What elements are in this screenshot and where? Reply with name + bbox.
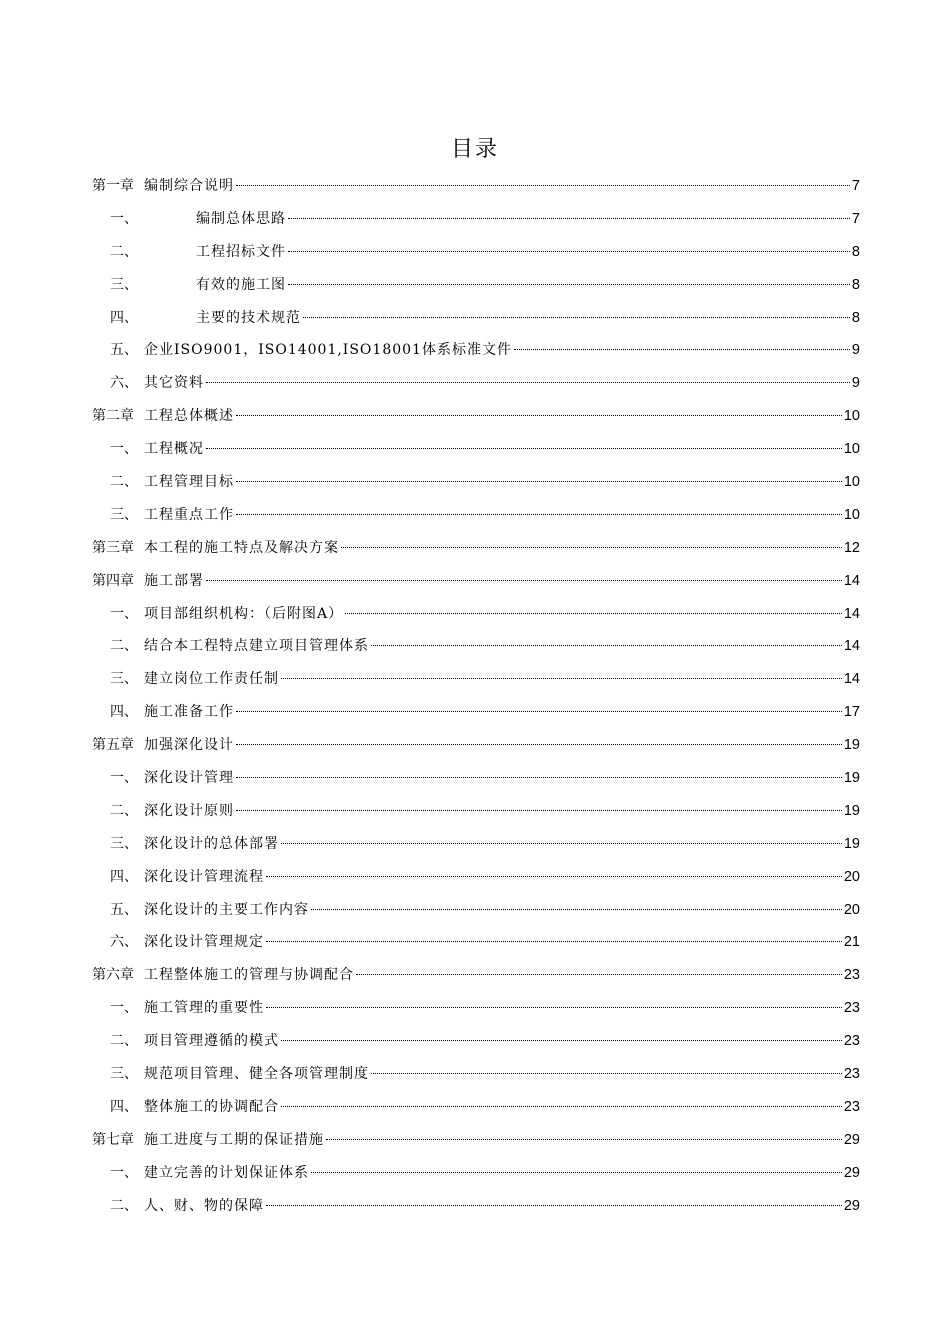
toc-entry-number: 二、 [110,638,138,655]
toc-dot-leader [266,1007,842,1008]
toc-entry-number: 六、 [110,934,138,951]
toc-dot-leader [326,1139,842,1140]
toc-entry-number: 一、 [110,441,138,458]
toc-entry-number: 五、 [110,901,138,918]
toc-entry-page-number: 19 [843,737,860,754]
toc-section-entry[interactable] [92,1058,860,1091]
toc-entry-page-number: 29 [843,1131,860,1148]
toc-entry-number: 四、 [110,868,138,885]
toc-entry-number: 二、 [110,802,138,819]
toc-entry-title: 施工进度与工期的保证措施 [144,1131,324,1148]
toc-entry-title: 深化设计的主要工作内容 [144,901,309,918]
toc-entry-page-number: 19 [843,770,860,787]
toc-entry-title: 人、财、物的保障 [144,1197,264,1214]
toc-entry-title: 深化设计管理规定 [144,934,264,951]
toc-entry-title: 编制综合说明 [144,178,234,194]
toc-entry-page-number: 8 [851,309,860,326]
toc-section-entry[interactable] [92,598,860,631]
toc-dot-leader [281,843,842,844]
toc-entry-title: 工程管理目标 [144,474,234,491]
toc-section-entry[interactable] [92,269,860,302]
toc-entry-number: 二、 [110,1033,138,1050]
toc-section-entry[interactable] [92,466,860,499]
toc-entry-number: 二、 [110,474,138,491]
toc-section-entry[interactable] [92,1091,860,1124]
toc-section-entry[interactable] [92,367,860,400]
toc-entry-number: 一、 [110,1000,138,1017]
toc-entry-page-number: 20 [843,901,860,918]
toc-dot-leader [371,1073,842,1074]
toc-entry-number: 四、 [110,704,138,721]
toc-entry-page-number: 23 [843,1066,860,1083]
toc-section-entry[interactable] [92,236,860,269]
toc-entry-number: 五、 [110,342,138,359]
toc-dot-leader [266,1205,842,1206]
toc-entry-title: 施工部署 [144,572,204,589]
toc-dot-leader [288,284,850,285]
toc-entry-page-number: 23 [843,1000,860,1017]
toc-dot-leader [288,251,850,252]
toc-entry-number: 四、 [110,1098,138,1115]
toc-dot-leader [266,876,842,877]
toc-dot-leader [236,711,842,712]
toc-chapter-entry[interactable] [92,959,860,992]
toc-section-entry[interactable] [92,302,860,335]
toc-entry-page-number: 7 [851,178,860,194]
toc-dot-leader [206,580,842,581]
toc-section-entry[interactable] [92,795,860,828]
toc-dot-leader [236,744,842,745]
toc-entry-page-number: 8 [851,276,860,293]
toc-entry-number: 第七章 [92,1131,134,1148]
toc-entry-page-number: 19 [843,802,860,819]
toc-entry-title: 深化设计管理流程 [144,868,264,885]
toc-entry-title: 项目管理遵循的模式 [144,1033,279,1050]
toc-chapter-entry[interactable] [92,400,860,433]
toc-entry-number: 第一章 [92,178,134,194]
toc-entry-title: 工程招标文件 [196,243,286,260]
page-title: 目录 [450,137,499,162]
toc-entry-page-number: 14 [843,671,860,688]
toc-entry-page-number: 29 [843,1164,860,1181]
toc-entry-number: 二、 [110,1197,138,1214]
toc-dot-leader [236,514,842,515]
toc-chapter-entry[interactable] [92,170,860,203]
toc-entry-number: 三、 [110,506,138,523]
toc-section-entry[interactable] [92,334,860,367]
toc-dot-leader [206,382,850,383]
toc-entry-number: 第五章 [92,737,134,754]
toc-entry-page-number: 23 [843,1098,860,1115]
toc-entry-title: 整体施工的协调配合 [144,1098,279,1115]
toc-entry-number: 三、 [110,1066,138,1083]
toc-entry-number: 三、 [110,671,138,688]
toc-dot-leader [236,481,842,482]
toc-dot-leader [345,613,842,614]
toc-entry-page-number: 21 [843,934,860,951]
toc-section-entry[interactable] [92,828,860,861]
toc-section-entry[interactable] [92,696,860,729]
toc-entry-page-number: 23 [843,967,860,984]
toc-dot-leader [281,1106,842,1107]
toc-entry-title: 其它资料 [144,375,204,392]
toc-entry-page-number: 23 [843,1033,860,1050]
toc-entry-number: 四、 [110,309,138,326]
toc-section-entry[interactable] [92,1157,860,1190]
toc-entry-title: 主要的技术规范 [196,309,301,326]
toc-entry-page-number: 9 [851,375,860,392]
toc-entry-title: 本工程的施工特点及解决方案 [144,539,339,556]
toc-section-entry[interactable] [92,630,860,663]
toc-dot-leader [311,909,842,910]
toc-entry-title: 建立完善的计划保证体系 [144,1164,309,1181]
toc-entry-page-number: 14 [843,638,860,655]
toc-dot-leader [206,448,842,449]
toc-section-entry[interactable] [92,203,860,236]
toc-dot-leader [303,317,850,318]
toc-section-entry[interactable] [92,894,860,927]
toc-dot-leader [514,349,850,350]
toc-entry-title: 施工管理的重要性 [144,1000,264,1017]
toc-entry-page-number: 10 [843,506,860,523]
toc-entry-title: 结合本工程特点建立项目管理体系 [144,638,369,655]
toc-dot-leader [266,941,842,942]
toc-entry-number: 一、 [110,1164,138,1181]
toc-entry-number: 第四章 [92,572,134,589]
toc-dot-leader [311,1172,842,1173]
toc-entry-title: 规范项目管理、健全各项管理制度 [144,1066,369,1083]
toc-entry-page-number: 8 [851,243,860,260]
toc-entry-page-number: 10 [843,441,860,458]
toc-entry-page-number: 9 [851,342,860,359]
toc-dot-leader [281,678,842,679]
toc-entry-page-number: 29 [843,1197,860,1214]
toc-chapter-entry[interactable] [92,532,860,565]
toc-entry-title: 加强深化设计 [144,737,234,754]
toc-entry-page-number: 10 [843,474,860,491]
toc-entry-number: 一、 [110,210,138,227]
toc-entry-number: 三、 [110,276,138,293]
toc-dot-leader [236,415,842,416]
toc-entry-page-number: 7 [851,210,860,227]
toc-entry-title: 深化设计原则 [144,802,234,819]
toc-section-entry[interactable] [92,861,860,894]
toc-entry-number: 一、 [110,770,138,787]
toc-entry-title: 深化设计管理 [144,770,234,787]
toc-entry-number: 二、 [110,243,138,260]
toc-entry-number: 第二章 [92,408,134,425]
toc-chapter-entry[interactable] [92,1124,860,1157]
toc-entry-title: 工程重点工作 [144,506,234,523]
toc-section-entry[interactable] [92,992,860,1025]
toc-dot-leader [371,645,842,646]
toc-entry-number: 第三章 [92,539,134,556]
toc-entry-title: 企业ISO9001，ISO14001,ISO18001体系标准文件 [144,342,512,359]
toc-section-entry[interactable] [92,762,860,795]
toc-entry-number: 第六章 [92,967,134,984]
toc-dot-leader [341,547,842,548]
toc-entry-title: 有效的施工图 [196,276,286,293]
toc-entry-page-number: 19 [843,835,860,852]
toc-dot-leader [356,974,842,975]
toc-section-entry[interactable] [92,433,860,466]
toc-section-entry[interactable] [92,1190,860,1223]
toc-entry-title: 建立岗位工作责任制 [144,671,279,688]
toc-entry-title: 工程整体施工的管理与协调配合 [144,967,354,984]
toc-entry-title: 施工准备工作 [144,704,234,721]
table-of-contents [92,170,860,1223]
toc-entry-title: 深化设计的总体部署 [144,835,279,852]
toc-entry-title: 工程总体概述 [144,408,234,425]
toc-dot-leader [236,185,850,186]
toc-entry-page-number: 20 [843,868,860,885]
toc-section-entry[interactable] [92,926,860,959]
toc-entry-number: 三、 [110,835,138,852]
toc-entry-number: 六、 [110,375,138,392]
toc-entry-page-number: 14 [843,605,860,622]
toc-entry-title: 编制总体思路 [196,210,286,227]
toc-entry-page-number: 14 [843,572,860,589]
toc-dot-leader [281,1040,842,1041]
toc-entry-page-number: 10 [843,408,860,425]
toc-entry-page-number: 12 [843,539,860,556]
toc-chapter-entry[interactable] [92,565,860,598]
toc-dot-leader [288,218,850,219]
toc-dot-leader [236,810,842,811]
toc-entry-title: 工程概况 [144,441,204,458]
toc-section-entry[interactable] [92,1025,860,1058]
toc-chapter-entry[interactable] [92,729,860,762]
toc-entry-page-number: 17 [843,704,860,721]
toc-section-entry[interactable] [92,663,860,696]
toc-dot-leader [236,777,842,778]
toc-entry-number: 一、 [110,605,138,622]
toc-section-entry[interactable] [92,499,860,532]
toc-entry-title: 项目部组织机构：（后附图A） [144,605,344,622]
